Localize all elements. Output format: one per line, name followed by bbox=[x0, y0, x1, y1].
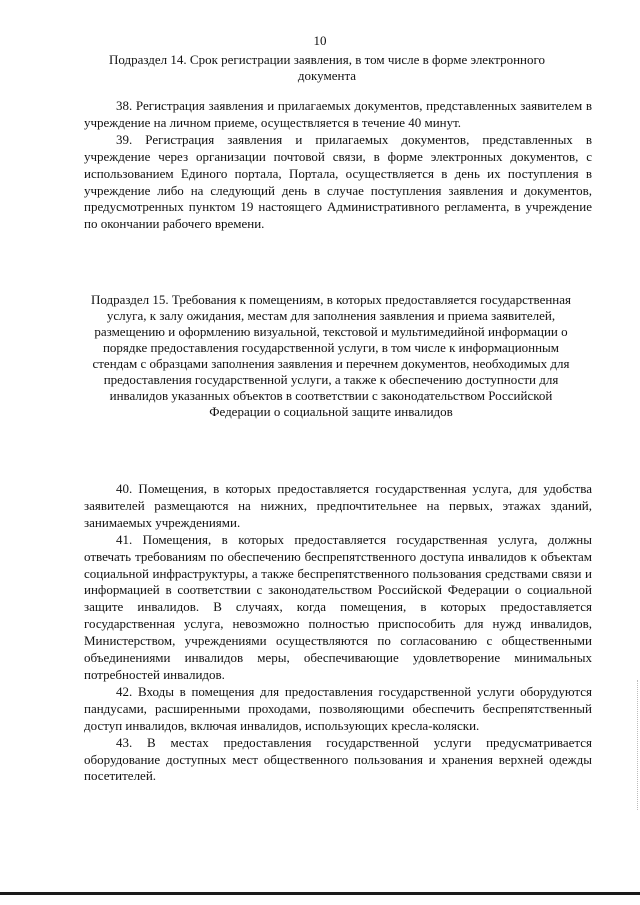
paragraph-42: 42. Входы в помещения для предоставления государственной услуги оборудуются пандусами, расширенными проходами, позволяющими обеспечить беспрепятственный доступ инвалидов, включая инвалидов, использующих кресла-коляски. bbox=[84, 683, 592, 733]
subsection-15-title: Подраздел 15. Требования к помещениям, в которых предоставляется государственная услуга, к залу ожидания, местам для заполнения заявления и приема заявителей, размещению и оформлению визуальной, текстовой и мультимедийной информации о порядке предоставления государственной услуги, в том числе к информационным стендам с образцами заполнения заявления и перечнем документов, необходимых для предоставления государственной услуги, а также к обеспечению доступности для инвалидов указанных объектов в соответствии с законодательством Российской Федерации о социальной защите инвалидов bbox=[90, 292, 572, 419]
paragraph-41: 41. Помещения, в которых предоставляется государственная услуга, должны отвечать требованиям по обеспечению беспрепятственного доступа инвалидов к объектам социальной инфраструктуры, а также беспрепятственного пользования средствами связи и информацией в соответствии с законодательством Российской Федерации о социальной защите инвалидов. В случаях, когда помещения, в которых предоставляется государственная услуга, невозможно полностью приспособить для нужд инвалидов, Министерством, учреждениями осуществляются по согласованию с общественными объединениями инвалидов меры, обеспечивающие удовлетворение минимальных потребностей инвалидов. bbox=[84, 531, 592, 682]
paragraph-38: 38. Регистрация заявления и прилагаемых документов, представленных заявителем в учреждение на личном приеме, осуществляется в течение 40 минут. bbox=[84, 98, 592, 130]
paragraph-40: 40. Помещения, в которых предоставляется государственная услуга, для удобства заявителей размещаются на нижних, предпочтительнее на первых, этажах зданий, занимаемых учреждениями. bbox=[84, 481, 592, 530]
page-number: 10 bbox=[313, 33, 327, 48]
paragraph-group-registration bbox=[84, 98, 592, 233]
page-bottom-border bbox=[0, 892, 640, 895]
paragraph-group-premises bbox=[84, 481, 592, 785]
paragraph-39: 39. Регистрация заявления и прилагаемых документов, представленных в учреждение через организации почтовой связи, в форме электронных документов, с использованием Единого портала, Портала, осуществляется в день их поступления в учреждение либо на следующий день в случае поступления заявления и документов, предусмотренных пунктом 19 настоящего Административного регламента, в учреждение по окончании рабочего времени. bbox=[84, 131, 592, 232]
subsection-14-title: Подраздел 14. Срок регистрации заявления, в том числе в форме электронного документа bbox=[109, 52, 545, 83]
scan-edge-mark bbox=[635, 680, 638, 810]
paragraph-43: 43. В местах предоставления государственной услуги предусматривается оборудование доступных мест общественного пользования и хранения верхней одежды посетителей. bbox=[84, 734, 592, 784]
